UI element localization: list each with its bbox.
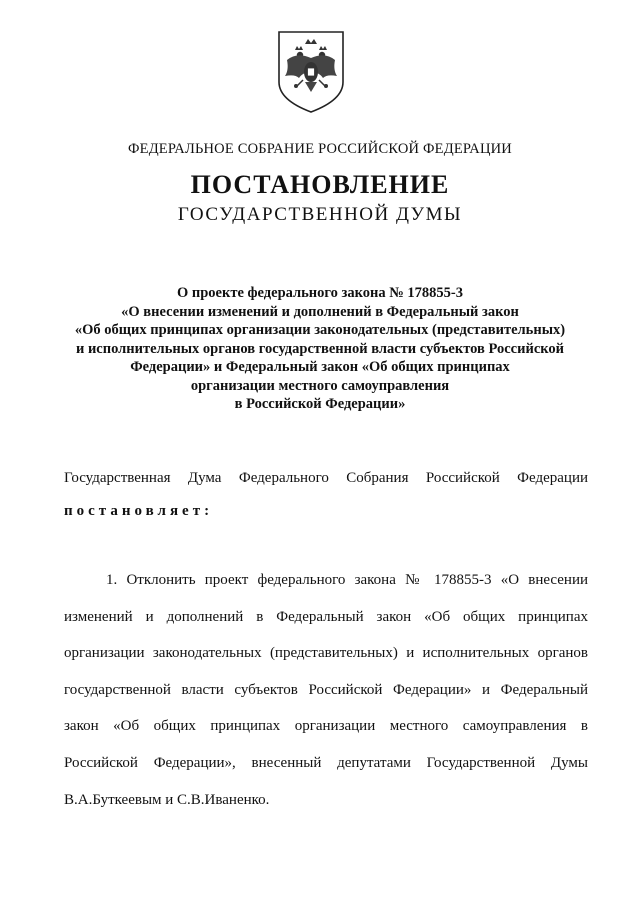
russian-double-headed-eagle-emblem-icon: [275, 30, 347, 114]
heading-line: в Российской Федерации»: [234, 396, 406, 412]
issuer-subtitle: ГОСУДАРСТВЕННОЙ ДУМЫ: [177, 204, 463, 225]
parliament-name: ФЕДЕРАЛЬНОЕ СОБРАНИЕ РОССИЙСКОЙ ФЕДЕРАЦИИ: [128, 141, 512, 157]
heading-line: Федерации» и Федеральный закон «Об общих принципах: [130, 359, 510, 375]
preamble-text: Государственная Дума Федерального Собрания Российской Федерации: [64, 470, 588, 486]
paragraph-line: закон «Об общих принципах организации местного самоуправления в: [64, 718, 588, 735]
paragraph-line: государственной власти субъектов Российской Федерации» и Федеральный: [64, 681, 588, 698]
heading-line: О проекте федерального закона № 178855-3: [176, 285, 464, 301]
resolution-heading: [40, 284, 600, 414]
paragraph-line: Российской Федерации», внесенный депутатами Государственной Думы: [64, 754, 588, 771]
paragraph-line: В.А.Буткеевым и С.В.Иваненко.: [64, 791, 270, 808]
heading-line: «О внесении изменений и дополнений в Федеральный закон: [121, 303, 519, 320]
decree-word: постановляет:: [64, 503, 214, 519]
heading-line: и исполнительных органов государственной власти субъектов Российской: [75, 340, 565, 357]
heading-line: организации местного самоуправления: [190, 377, 450, 394]
document-type-title: ПОСТАНОВЛЕНИЕ: [190, 170, 450, 199]
paragraph-line: изменений и дополнений в Федеральный закон «Об общих принципах: [64, 608, 588, 625]
paragraph-line: 1. Отклонить проект федерального закона № 178855-3 «О внесении: [106, 572, 588, 588]
heading-line: «Об общих принципах организации законодательных (представительных): [74, 322, 566, 338]
paragraph-line: организации законодательных (представительных) и исполнительных органов: [64, 645, 588, 662]
paragraph-1: [64, 570, 588, 826]
